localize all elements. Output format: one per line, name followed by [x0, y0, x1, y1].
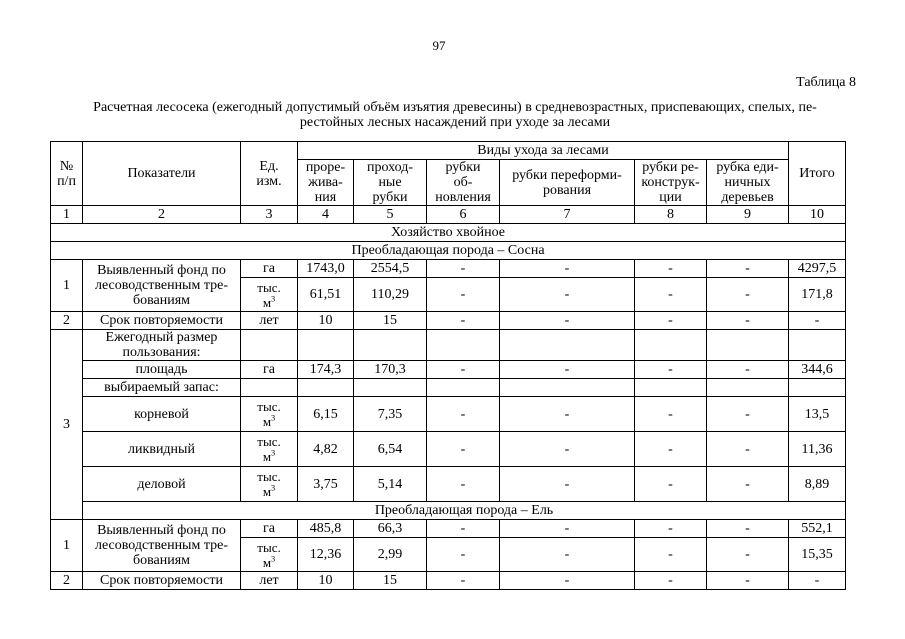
empty-cell — [789, 330, 846, 361]
column-number: 8 — [635, 206, 707, 224]
value-cell: - — [707, 312, 789, 330]
empty-cell — [707, 330, 789, 361]
column-number: 2 — [83, 206, 241, 224]
value-cell: - — [707, 432, 789, 467]
value-cell: - — [635, 467, 707, 502]
value-cell: 174,3 — [298, 361, 354, 379]
value-cell: - — [500, 572, 635, 590]
empty-cell — [354, 379, 427, 397]
value-cell: - — [427, 432, 500, 467]
empty-cell — [427, 330, 500, 361]
value-cell: - — [500, 397, 635, 432]
value-cell: 61,51 — [298, 278, 354, 312]
caption-line: Расчетная лесосека (ежегодный допустимый объём изъятия древесины) в средневозрастных, приспевающих, спелых, пе- — [93, 100, 817, 115]
value-cell: - — [427, 572, 500, 590]
value-cell: - — [500, 312, 635, 330]
value-cell: - — [635, 538, 707, 572]
column-number: 3 — [241, 206, 298, 224]
value-cell: 6,54 — [354, 432, 427, 467]
value-cell: - — [427, 538, 500, 572]
caption-line: рестойных лесных насаждений при уходе за лесами — [299, 115, 611, 130]
value-cell: - — [427, 361, 500, 379]
column-number: 9 — [707, 206, 789, 224]
value-cell: - — [635, 278, 707, 312]
value-cell: - — [635, 572, 707, 590]
header-total: Итого — [789, 142, 846, 206]
empty-cell — [789, 379, 846, 397]
value-cell: - — [707, 260, 789, 278]
unit-cell: тыс. $м^3$ — [241, 538, 298, 572]
table-row — [51, 330, 846, 361]
total-cell: - — [789, 572, 846, 590]
total-cell: 4297,5 — [789, 260, 846, 278]
value-cell: - — [635, 397, 707, 432]
header-reconstruction: рубки ре- конструк- ции — [635, 160, 707, 206]
header-indicators: Показатели — [83, 142, 241, 206]
total-cell: - — [789, 312, 846, 330]
value-cell: - — [707, 467, 789, 502]
value-cell: 10 — [298, 312, 354, 330]
farm-title: Хозяйство хвойное — [51, 224, 846, 242]
row-label: Выявленный фонд по лесоводственным тре- бованиям — [83, 520, 241, 572]
empty-cell — [241, 330, 298, 361]
table-row — [51, 520, 846, 538]
value-cell: - — [707, 278, 789, 312]
harvest-table — [50, 141, 846, 590]
value-cell: 2554,5 — [354, 260, 427, 278]
row-label: Ежегодный размер пользования: — [83, 330, 241, 361]
row-label: выбираемый запас: — [83, 379, 241, 397]
value-cell: - — [427, 467, 500, 502]
unit-cell: тыс. $м^3$ — [241, 467, 298, 502]
value-cell: 110,29 — [354, 278, 427, 312]
column-number: 10 — [789, 206, 846, 224]
value-cell: 15 — [354, 312, 427, 330]
row-label: Выявленный фонд по лесоводственным тре- бованиям — [83, 260, 241, 312]
value-cell: - — [500, 278, 635, 312]
column-numbers-row — [51, 206, 846, 224]
page-number: 97 — [432, 38, 446, 53]
value-cell: 6,15 — [298, 397, 354, 432]
value-cell: - — [427, 260, 500, 278]
unit-cell: тыс. $м^3$ — [241, 432, 298, 467]
header-num: № п/п — [51, 142, 83, 206]
row-label: площадь — [83, 361, 241, 379]
empty-cell — [635, 330, 707, 361]
section-row — [51, 502, 846, 520]
section-row — [51, 242, 846, 260]
header-row — [51, 142, 846, 160]
value-cell: - — [707, 520, 789, 538]
header-single-trees: рубка еди- ничных деревьев — [707, 160, 789, 206]
value-cell: - — [635, 312, 707, 330]
value-cell: 10 — [298, 572, 354, 590]
empty-cell — [427, 379, 500, 397]
species-title: Преобладающая порода – Ель — [83, 502, 846, 520]
value-cell: - — [427, 397, 500, 432]
value-cell: 170,3 — [354, 361, 427, 379]
value-cell: - — [635, 260, 707, 278]
value-cell: - — [635, 432, 707, 467]
row-label: Срок повторяемости — [83, 312, 241, 330]
unit-cell: тыс. $м^3$ — [241, 397, 298, 432]
unit-cell: тыс. $м^3$ — [241, 278, 298, 312]
value-cell: - — [500, 361, 635, 379]
total-cell: 11,36 — [789, 432, 846, 467]
row-number: 2 — [51, 312, 83, 330]
header-unit: Ед. изм. — [241, 142, 298, 206]
total-cell: 8,89 — [789, 467, 846, 502]
table-row — [51, 312, 846, 330]
value-cell: - — [707, 538, 789, 572]
header-renewal: рубки об- новления — [427, 160, 500, 206]
value-cell: - — [427, 278, 500, 312]
column-number: 1 — [51, 206, 83, 224]
table-row — [51, 260, 846, 278]
value-cell: - — [707, 361, 789, 379]
value-cell: - — [635, 361, 707, 379]
column-number: 6 — [427, 206, 500, 224]
header-passing: проход- ные рубки — [354, 160, 427, 206]
column-number: 7 — [500, 206, 635, 224]
empty-cell — [298, 379, 354, 397]
table-row — [51, 379, 846, 397]
column-number: 5 — [354, 206, 427, 224]
row-label: корневой — [83, 397, 241, 432]
table-row — [51, 572, 846, 590]
empty-cell — [500, 330, 635, 361]
unit-cell: га — [241, 361, 298, 379]
value-cell: - — [427, 520, 500, 538]
value-cell: 15 — [354, 572, 427, 590]
value-cell: 3,75 — [298, 467, 354, 502]
value-cell: - — [635, 520, 707, 538]
value-cell: - — [500, 538, 635, 572]
value-cell: - — [707, 397, 789, 432]
value-cell: 4,82 — [298, 432, 354, 467]
value-cell: 485,8 — [298, 520, 354, 538]
table-row — [51, 397, 846, 432]
row-number: 1 — [51, 520, 83, 572]
empty-cell — [298, 330, 354, 361]
table-row — [51, 432, 846, 467]
unit-cell: лет — [241, 572, 298, 590]
empty-cell — [241, 379, 298, 397]
value-cell: 66,3 — [354, 520, 427, 538]
total-cell: 344,6 — [789, 361, 846, 379]
value-cell: - — [500, 260, 635, 278]
total-cell: 171,8 — [789, 278, 846, 312]
table-row — [51, 361, 846, 379]
value-cell: 7,35 — [354, 397, 427, 432]
empty-cell — [707, 379, 789, 397]
header-thinning: проре- жива- ния — [298, 160, 354, 206]
total-cell: 15,35 — [789, 538, 846, 572]
row-number: 3 — [51, 330, 83, 520]
header-types: Виды ухода за лесами — [298, 142, 789, 160]
value-cell: - — [427, 312, 500, 330]
table-caption — [56, 100, 854, 130]
value-cell: - — [500, 520, 635, 538]
value-cell: - — [707, 572, 789, 590]
header-reformation: рубки переформи- рования — [500, 160, 635, 206]
table-label: Таблица 8 — [796, 75, 856, 90]
row-number: 2 — [51, 572, 83, 590]
empty-cell — [500, 379, 635, 397]
total-cell: 552,1 — [789, 520, 846, 538]
empty-cell — [354, 330, 427, 361]
table-row — [51, 467, 846, 502]
value-cell: 12,36 — [298, 538, 354, 572]
value-cell: 5,14 — [354, 467, 427, 502]
row-label: Срок повторяемости — [83, 572, 241, 590]
section-row — [51, 224, 846, 242]
total-cell: 13,5 — [789, 397, 846, 432]
empty-cell — [635, 379, 707, 397]
value-cell: 2,99 — [354, 538, 427, 572]
value-cell: 1743,0 — [298, 260, 354, 278]
row-label: ликвидный — [83, 432, 241, 467]
unit-cell: га — [241, 520, 298, 538]
column-number: 4 — [298, 206, 354, 224]
row-number: 1 — [51, 260, 83, 312]
unit-cell: лет — [241, 312, 298, 330]
value-cell: - — [500, 467, 635, 502]
unit-cell: га — [241, 260, 298, 278]
row-label: деловой — [83, 467, 241, 502]
value-cell: - — [500, 432, 635, 467]
species-title: Преобладающая порода – Сосна — [51, 242, 846, 260]
